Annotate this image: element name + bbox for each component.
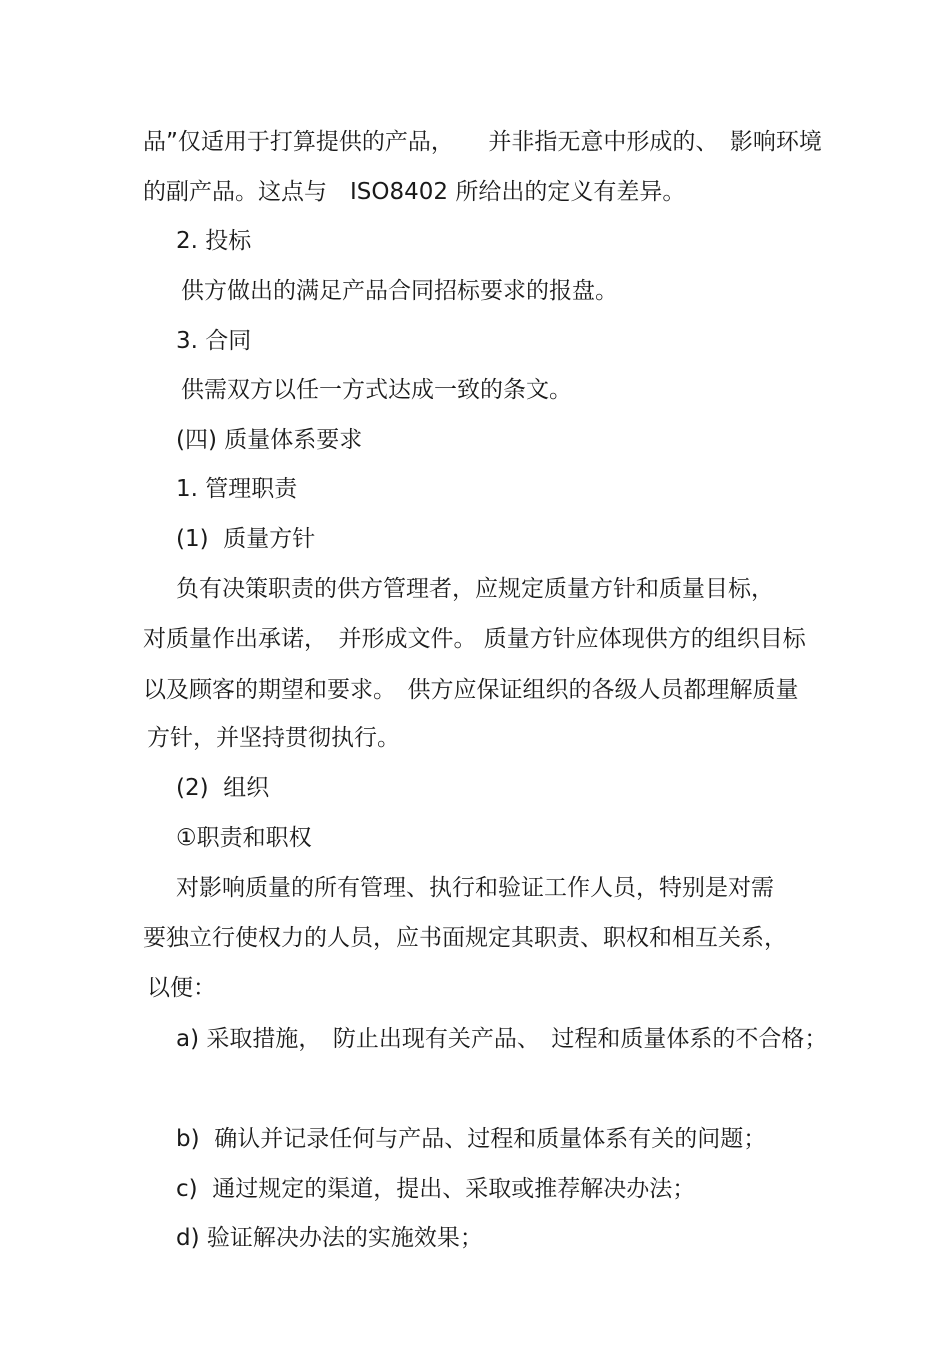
list-item: b) 确认并记录任何与产品、过程和质量体系有关的问题； xyxy=(176,1126,767,1152)
section-heading: 1. 管理职责 xyxy=(176,476,298,502)
text-line: 方针，并坚持贯彻执行。 xyxy=(147,725,400,751)
list-item: c) 通过规定的渠道，提出、采取或推荐解决办法； xyxy=(176,1176,696,1202)
list-item: d) 验证解决办法的实施效果； xyxy=(176,1225,483,1251)
text-line: 对质量作出承诺， 并形成文件。 质量方针应体现供方的组织目标 xyxy=(143,626,806,652)
text-line: 以便： xyxy=(147,975,216,1001)
text-line: 供方做出的满足产品合同招标要求的报盘。 xyxy=(181,278,618,304)
section-heading: (四) 质量体系要求 xyxy=(176,427,363,453)
text-line: 的副产品。这点与 ISO8402 所给出的定义有差异。 xyxy=(143,179,686,205)
section-heading: ①职责和职权 xyxy=(176,825,312,851)
section-heading: (1) 质量方针 xyxy=(176,526,316,552)
section-heading: (2) 组织 xyxy=(176,775,270,801)
text-line: 供需双方以任一方式达成一致的条文。 xyxy=(181,377,572,403)
list-item: a) 采取措施， 防止出现有关产品、 过程和质量体系的不合格； xyxy=(176,1026,828,1052)
section-heading: 3. 合同 xyxy=(176,328,252,354)
text-line: 品”仅适用于打算提供的产品， 并非指无意中形成的、 影响环境 xyxy=(143,129,822,155)
text-line: 对影响质量的所有管理、执行和验证工作人员，特别是对需 xyxy=(176,875,774,901)
text-line: 以及顾客的期望和要求。 供方应保证组织的各级人员都理解质量 xyxy=(143,677,799,703)
text-line: 负有决策职责的供方管理者，应规定质量方针和质量目标， xyxy=(176,576,774,602)
text-line: 要独立行使权力的人员，应书面规定其职责、职权和相互关系， xyxy=(143,925,787,951)
section-heading: 2. 投标 xyxy=(176,228,252,254)
